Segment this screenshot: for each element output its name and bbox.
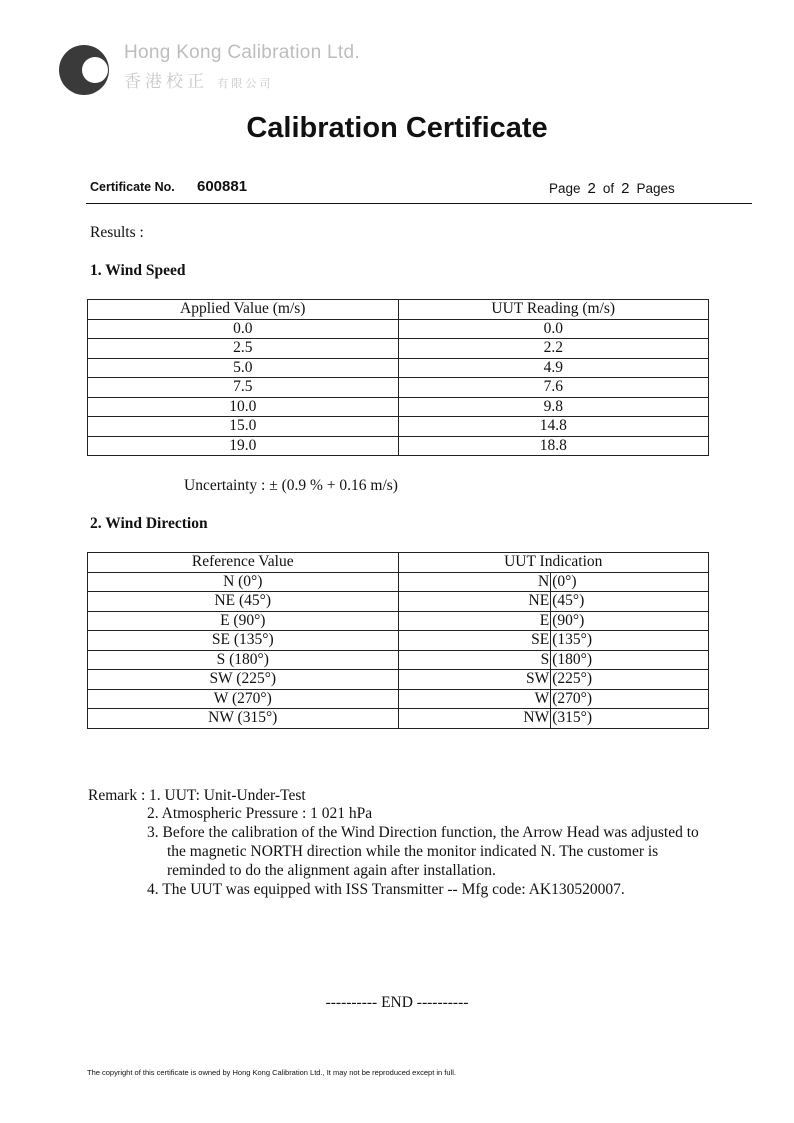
uut-direction-cell: S	[398, 650, 551, 670]
applied-value-cell: 0.0	[88, 319, 399, 339]
uut-direction-cell: E	[398, 611, 551, 631]
uut-reading-cell: 2.2	[398, 339, 709, 359]
table-row	[88, 417, 709, 437]
document-title: Calibration Certificate	[246, 112, 548, 144]
uut-angle-cell: (90°)	[551, 611, 709, 631]
uut-direction-cell: SE	[398, 631, 551, 651]
column-header: Reference Value	[88, 553, 399, 573]
uut-angle-cell: (315°)	[551, 709, 709, 729]
table-row	[88, 339, 709, 359]
reference-value-cell: SW (225°)	[88, 670, 399, 690]
table-row	[88, 319, 709, 339]
uut-direction-cell: W	[398, 689, 551, 709]
uut-reading-cell: 14.8	[398, 417, 709, 437]
uut-angle-cell: (270°)	[551, 689, 709, 709]
uut-angle-cell: (45°)	[551, 592, 709, 612]
wind-direction-table	[87, 552, 709, 729]
table-row	[88, 358, 709, 378]
uut-reading-cell: 0.0	[398, 319, 709, 339]
table-row	[88, 709, 709, 729]
remark-label: Remark :	[88, 787, 146, 804]
column-header: UUT Indication	[398, 553, 709, 573]
uut-direction-cell: N	[398, 572, 551, 592]
uut-reading-cell: 9.8	[398, 397, 709, 417]
applied-value-cell: 10.0	[88, 397, 399, 417]
uut-direction-cell: NW	[398, 709, 551, 729]
applied-value-cell: 7.5	[88, 378, 399, 398]
applied-value-cell: 15.0	[88, 417, 399, 437]
wind-direction-heading: 2. Wind Direction	[90, 515, 208, 532]
applied-value-cell: 5.0	[88, 358, 399, 378]
table-row	[88, 572, 709, 592]
uut-reading-cell: 7.6	[398, 378, 709, 398]
applied-value-cell: 2.5	[88, 339, 399, 359]
header-rule	[86, 203, 752, 204]
remark-item: 4. The UUT was equipped with ISS Transmitter -- Mfg code: AK130520007.	[147, 881, 625, 898]
results-label: Results :	[90, 224, 144, 241]
reference-value-cell: S (180°)	[88, 650, 399, 670]
copyright-notice: The copyright of this certificate is owned by Hong Kong Calibration Ltd., It may not be reproduced except in full.	[87, 1068, 456, 1077]
column-header: UUT Reading (m/s)	[398, 300, 709, 320]
remark-item: 2. Atmospheric Pressure : 1 021 hPa	[147, 805, 373, 822]
uut-direction-cell: NE	[398, 592, 551, 612]
uncertainty-text: Uncertainty : ± (0.9 % + 0.16 m/s)	[184, 477, 398, 494]
reference-value-cell: W (270°)	[88, 689, 399, 709]
table-header-row	[88, 300, 709, 320]
table-row	[88, 397, 709, 417]
certificate-number: 600881	[197, 178, 248, 195]
uut-angle-cell: (180°)	[551, 650, 709, 670]
table-row	[88, 436, 709, 456]
page-indicator: Page 2 of 2 Pages	[549, 180, 675, 197]
reference-value-cell: SE (135°)	[88, 631, 399, 651]
reference-value-cell: NW (315°)	[88, 709, 399, 729]
remark-item: reminded to do the alignment again after installation.	[167, 862, 496, 879]
applied-value-cell: 19.0	[88, 436, 399, 456]
reference-value-cell: E (90°)	[88, 611, 399, 631]
table-row	[88, 592, 709, 612]
table-row	[88, 378, 709, 398]
crescent-logo-icon	[58, 44, 110, 96]
table-row	[88, 611, 709, 631]
column-header: Applied Value (m/s)	[88, 300, 399, 320]
end-marker: ---------- END ----------	[325, 994, 469, 1011]
company-name-en: Hong Kong Calibration Ltd.	[124, 42, 360, 63]
uut-reading-cell: 4.9	[398, 358, 709, 378]
certificate-number-label: Certificate No.	[90, 180, 175, 194]
table-row	[88, 670, 709, 690]
table-row	[88, 650, 709, 670]
wind-speed-table	[87, 299, 709, 456]
uut-angle-cell: (0°)	[551, 572, 709, 592]
remark-item: 3. Before the calibration of the Wind Direction function, the Arrow Head was adjusted to	[147, 824, 699, 841]
table-header-row	[88, 553, 709, 573]
remark-item: the magnetic NORTH direction while the monitor indicated N. The customer is	[167, 843, 659, 860]
uut-angle-cell: (135°)	[551, 631, 709, 651]
uut-direction-cell: SW	[398, 670, 551, 690]
table-row	[88, 689, 709, 709]
remark-item: 1. UUT: Unit-Under-Test	[149, 787, 306, 804]
wind-speed-heading: 1. Wind Speed	[90, 262, 186, 279]
uut-reading-cell: 18.8	[398, 436, 709, 456]
reference-value-cell: NE (45°)	[88, 592, 399, 612]
uut-angle-cell: (225°)	[551, 670, 709, 690]
table-row	[88, 631, 709, 651]
company-name-zh: 香港校正 有限公司	[124, 72, 274, 92]
reference-value-cell: N (0°)	[88, 572, 399, 592]
